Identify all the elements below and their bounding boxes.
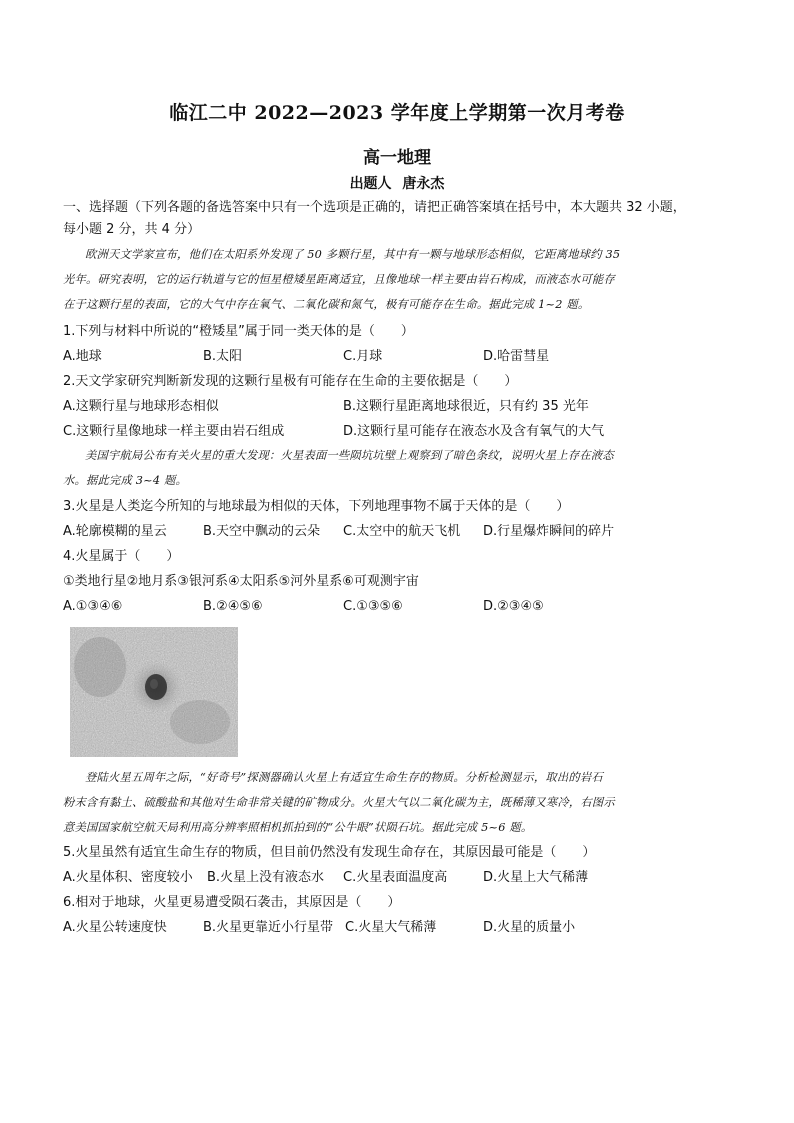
- question-4-option-c: C.①③⑤⑥: [343, 599, 403, 614]
- question-6-stem: 6.相对于地球，火星更易遭受陨石袭击，其原因是（ ）: [63, 895, 401, 910]
- question-2-option-a: A.这颗行星与地球形态相似: [63, 399, 219, 414]
- question-5-option-c: C.火星表面温度高: [343, 870, 448, 885]
- crater-image-icon: [70, 627, 238, 757]
- question-4-option-d: D.②③④⑤: [483, 599, 544, 614]
- question-6-option-b: B.火星更靠近小行星带: [203, 920, 334, 935]
- question-5-option-d: D.火星上大气稀薄: [483, 870, 589, 885]
- question-1-option-c: C.月球: [343, 349, 383, 364]
- question-3-option-a: A.轮廓模糊的星云: [63, 524, 167, 539]
- question-6-option-d: D.火星的质量小: [483, 920, 576, 935]
- question-1-option-d: D.哈雷彗星: [483, 349, 550, 364]
- question-6-option-c: C.火星大气稀薄: [345, 920, 437, 935]
- material-3-line-3: 意美国国家航空航天局利用高分辨率照相机抓拍到的“公牛眼”状陨石坑。据此完成 5~6 题。: [63, 821, 533, 834]
- question-2-stem: 2.天文学家研究判断新发现的这颗行星极有可能存在生命的主要依据是（ ）: [63, 374, 518, 389]
- question-5-option-a: A.火星体积、密度较小: [63, 870, 193, 885]
- exam-author: 出题人 唐永杰: [349, 176, 445, 192]
- question-4-stem: 4.火星属于（ ）: [63, 549, 180, 564]
- question-6-option-a: A.火星公转速度快: [63, 920, 167, 935]
- question-3-option-c: C.太空中的航天飞机: [343, 524, 461, 539]
- exam-title: 临江二中 2022—2023 学年度上学期第一次月考卷: [169, 102, 625, 124]
- question-4-list: ①类地行星②地月系③银河系④太阳系⑤河外星系⑥可观测宇宙: [63, 574, 419, 589]
- material-1-line-1: 欧洲天文学家宣布，他们在太阳系外发现了 50 多颗行星，其中有一颗与地球形态相似，它距离地球约 35: [85, 248, 621, 261]
- question-2-option-b: B.这颗行星距离地球很近，只有约 35 光年: [343, 399, 589, 414]
- question-3-option-b: B.天空中飘动的云朵: [203, 524, 321, 539]
- mars-crater-photo: [70, 627, 238, 757]
- question-2-option-d: D.这颗行星可能存在液态水及含有氧气的大气: [343, 424, 605, 439]
- question-4-option-b: B.②④⑤⑥: [203, 599, 263, 614]
- question-1-stem: 1.下列与材料中所说的“橙矮星”属于同一类天体的是（ ）: [63, 324, 414, 339]
- question-3-stem: 3.火星是人类迄今所知的与地球最为相似的天体，下列地理事物不属于天体的是（ ）: [63, 499, 570, 514]
- material-2-line-2: 水。据此完成 3~4 题。: [63, 474, 187, 487]
- question-4-option-a: A.①③④⑥: [63, 599, 123, 614]
- material-3-line-2: 粉末含有黏土、硫酸盐和其他对生命非常关键的矿物成分。火星大气以二氧化碳为主，既稀薄又寒冷，右图示: [63, 796, 615, 809]
- material-1-line-2: 光年。研究表明，它的运行轨道与它的恒星橙矮星距离适宜，且像地球一样主要由岩石构成，而液态水可能存: [63, 273, 615, 286]
- section-intro-line-2: 每小题 2 分，共 4 分）: [63, 222, 201, 237]
- material-3-line-1: 登陆火星五周年之际，“好奇号”探测器确认火星上有适宜生命生存的物质。分析检测显示，取出的岩石: [85, 771, 603, 784]
- question-5-stem: 5.火星虽然有适宜生命生存的物质，但目前仍然没有发现生命存在，其原因最可能是（ ）: [63, 845, 596, 860]
- section-intro-line-1: 一、选择题（下列各题的备选答案中只有一个选项是正确的，请把正确答案填在括号中，本大题共 32 小题，: [63, 200, 686, 215]
- question-1-option-b: B.太阳: [203, 349, 243, 364]
- question-5-option-b: B.火星上没有液态水: [207, 870, 325, 885]
- exam-subject: 高一地理: [363, 148, 431, 168]
- question-1-option-a: A.地球: [63, 349, 102, 364]
- question-3-option-d: D.行星爆炸瞬间的碎片: [483, 524, 615, 539]
- material-2-line-1: 美国宇航局公布有关火星的重大发现：火星表面一些陨坑坑壁上观察到了暗色条纹，说明火星上存在液态: [85, 449, 614, 462]
- material-1-line-3: 在于这颗行星的表面，它的大气中存在氧气、二氧化碳和氮气，极有可能存在生命。据此完成 1~2 题。: [63, 298, 590, 311]
- question-2-option-c: C.这颗行星像地球一样主要由岩石组成: [63, 424, 285, 439]
